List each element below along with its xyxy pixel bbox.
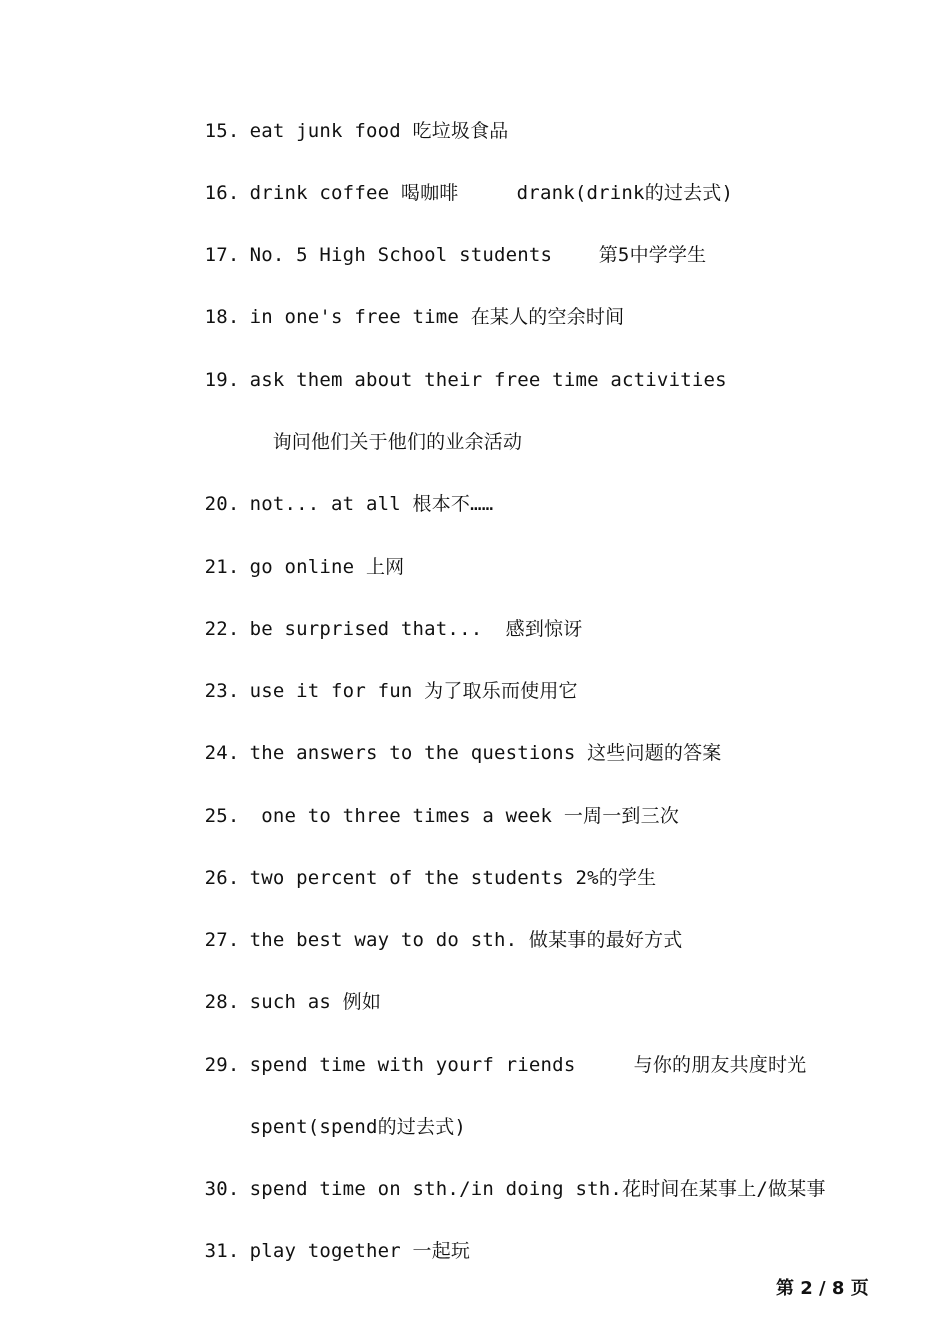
list-item <box>158 1206 471 1262</box>
list-item <box>158 272 625 328</box>
list-item-continuation <box>203 1082 467 1138</box>
list-item <box>158 459 494 515</box>
item-text: such as 例如 <box>249 991 382 1013</box>
item-text: 询问他们关于他们的业余活动 <box>272 431 523 453</box>
item-text: not... at all 根本不…… <box>249 493 494 515</box>
item-number: 28. <box>204 991 240 1013</box>
item-text: be surprised that... 感到惊讶 <box>249 618 583 640</box>
item-number: 16. <box>204 182 240 204</box>
item-number: 31. <box>204 1240 240 1262</box>
item-number: 27. <box>204 929 240 951</box>
list-item-continuation <box>226 397 523 453</box>
item-text: two percent of the students 2%的学生 <box>249 867 657 889</box>
list-item <box>158 1020 807 1076</box>
item-number: 15. <box>204 120 240 142</box>
item-text: one to three times a week 一周一到三次 <box>249 805 680 827</box>
item-text: the answers to the questions 这些问题的答案 <box>249 742 722 764</box>
item-number: 23. <box>204 680 240 702</box>
list-item <box>158 148 734 204</box>
item-text: drink coffee 喝咖啡 drank(drink的过去式) <box>249 182 734 204</box>
item-text: the best way to do sth. 做某事的最好方式 <box>249 929 683 951</box>
item-text: spend time with yourf riends 与你的朋友共度时光 <box>249 1054 807 1076</box>
item-number: 30. <box>204 1178 240 1200</box>
item-number: 18. <box>204 306 240 328</box>
list-item <box>158 771 680 827</box>
list-item <box>158 335 727 391</box>
item-text: ask them about their free time activities <box>249 369 727 391</box>
list-item <box>158 708 722 764</box>
page-number: 第 2 / 8 页 <box>776 1278 869 1299</box>
item-text: eat junk food 吃垃圾食品 <box>249 120 509 142</box>
item-number: 19. <box>204 369 240 391</box>
item-text: in one's free time 在某人的空余时间 <box>249 306 625 328</box>
item-text: play together 一起玩 <box>249 1240 471 1262</box>
item-number: 21. <box>204 556 240 578</box>
item-number: 24. <box>204 742 240 764</box>
item-number: 26. <box>204 867 240 889</box>
list-item <box>158 646 578 702</box>
item-number: 29. <box>204 1054 240 1076</box>
list-item <box>158 957 382 1013</box>
list-item <box>158 210 707 266</box>
list-item <box>158 86 509 142</box>
item-number: 20. <box>204 493 240 515</box>
item-text: go online 上网 <box>249 556 405 578</box>
list-item <box>158 1144 826 1200</box>
list-item <box>158 584 583 640</box>
list-item <box>158 895 683 951</box>
item-text: spend time on sth./in doing sth.花时间在某事上/做某事 <box>249 1178 826 1200</box>
item-number: 25. <box>204 805 240 827</box>
item-text: spent(spend的过去式) <box>249 1116 467 1138</box>
list-item <box>158 833 657 889</box>
item-text: No. 5 High School students 第5中学学生 <box>249 244 707 266</box>
list-item <box>158 522 405 578</box>
item-number: 17. <box>204 244 240 266</box>
item-text: use it for fun 为了取乐而使用它 <box>249 680 578 702</box>
item-number: 22. <box>204 618 240 640</box>
